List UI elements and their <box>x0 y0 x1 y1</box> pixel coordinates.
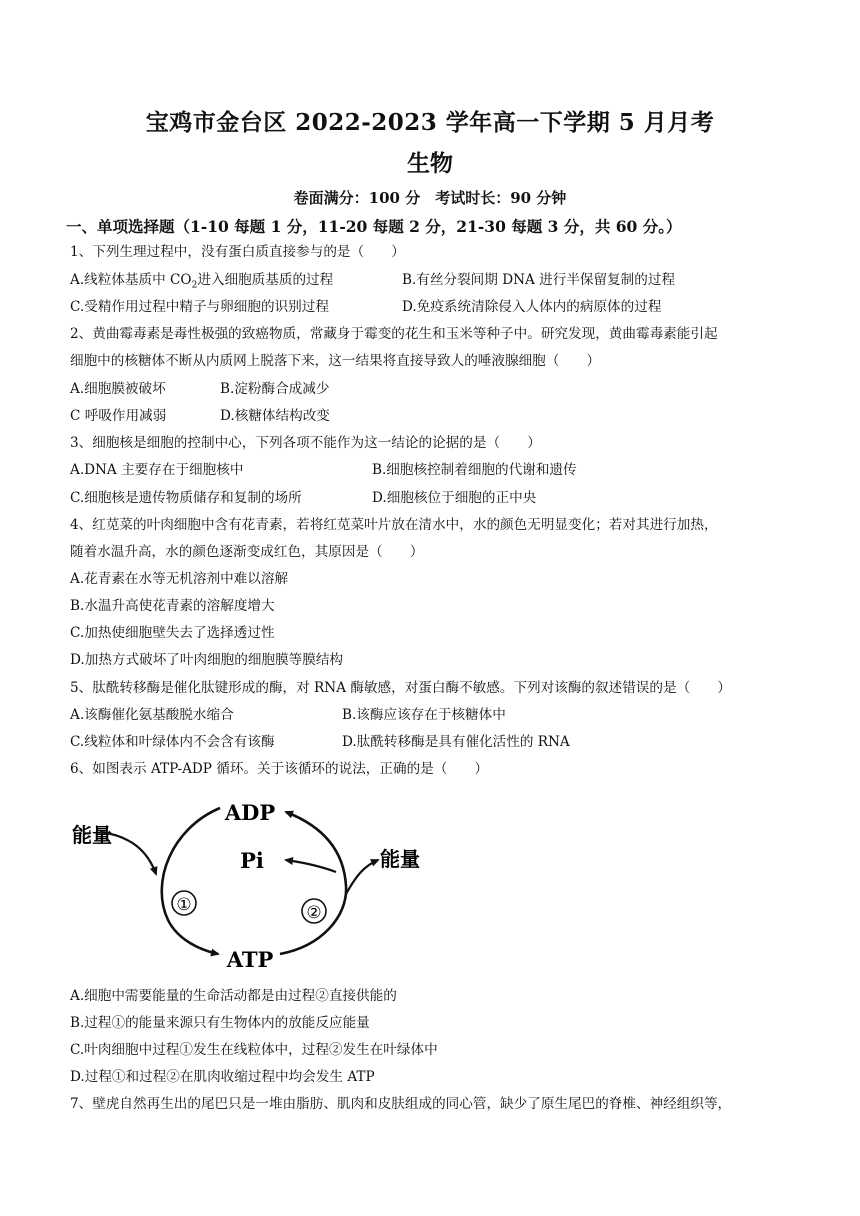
pi-label: Pi <box>240 848 264 873</box>
q1-option-b: B.有丝分裂间期 DNA 进行半保留复制的过程 <box>402 272 676 288</box>
q2-option-a: A.细胞膜被破坏 <box>70 381 166 397</box>
q4-option-a: A.花青素在水等无机溶剂中难以溶解 <box>70 571 289 587</box>
q6-stem: 6、如图表示 ATP-ADP 循环。关于该循环的说法，正确的是（ ） <box>70 761 489 777</box>
q6-option-d: D.过程①和过程②在肌肉收缩过程中均会发生 ATP <box>70 1069 375 1085</box>
q6-option-b: B.过程①的能量来源只有生物体内的放能反应能量 <box>70 1015 370 1031</box>
process-1-label: ① <box>176 895 192 915</box>
q1-option-a: A.线粒体基质中 $CO_2$进入细胞质基质的过程 <box>70 272 334 291</box>
energy-input-label: 能量 <box>72 823 112 847</box>
exam-title: 宝鸡市金台区 2022-2023 学年高一下学期 5 月月考 <box>145 109 715 136</box>
subject-title: 生物 <box>407 150 453 177</box>
q2-stem-line1: 2、黄曲霉毒素是毒性极强的致癌物质，常藏身于霉变的花生和玉米等种子中。研究发现，黄曲霉毒素能引起 <box>70 326 718 342</box>
q5-option-c: C.线粒体和叶绿体内不会含有该酶 <box>70 734 275 750</box>
q4-stem-line1: 4、红苋菜的叶肉细胞中含有花青素，若将红苋菜叶片放在清水中，水的颜色无明显变化；若对其进行加热， <box>70 517 718 533</box>
atp-to-adp-arrow <box>280 812 346 954</box>
atp-adp-cycle-diagram <box>60 790 480 980</box>
section-heading: 一、单项选择题（1-10 每题 1 分，11-20 每题 2 分，21-30 每题 3 分，共 60 分。） <box>66 217 682 236</box>
atp-label: ATP <box>226 947 274 972</box>
exam-info: 卷面满分：100 分 考试时长：90 分钟 <box>293 189 567 207</box>
q4-option-d: D.加热方式破坏了叶肉细胞的细胞膜等膜结构 <box>70 652 344 668</box>
q7-stem: 7、壁虎自然再生出的尾巴只是一堆由脂肪、肌肉和皮肤组成的同心管，缺少了原生尾巴的脊椎、神经组织等， <box>70 1096 732 1112</box>
q3-stem: 3、细胞核是细胞的控制中心，下列各项不能作为这一结论的论据的是（ ） <box>70 435 541 451</box>
process-2-label: ② <box>306 903 322 923</box>
q3-option-d: D.细胞核位于细胞的正中央 <box>372 490 537 506</box>
q4-stem-line2: 随着水温升高，水的颜色逐渐变成红色，其原因是（ ） <box>70 544 424 560</box>
energy-output-label: 能量 <box>380 847 420 871</box>
q6-option-a: A.细胞中需要能量的生命活动都是由过程②直接供能的 <box>70 988 397 1004</box>
q2-option-c: C 呼吸作用减弱 <box>70 408 167 424</box>
q5-stem: 5、肽酰转移酶是催化肽键形成的酶，对 RNA 酶敏感，对蛋白酶不敏感。下列对该酶的叙述错误的是（ ） <box>70 680 731 696</box>
q6-option-c: C.叶肉细胞中过程①发生在线粒体中，过程②发生在叶绿体中 <box>70 1042 438 1058</box>
q4-option-c: C.加热使细胞壁失去了选择透过性 <box>70 625 275 641</box>
q5-option-d: D.肽酰转移酶是具有催化活性的 RNA <box>342 734 570 750</box>
q1-option-c: C.受精作用过程中精子与卵细胞的识别过程 <box>70 299 329 315</box>
to-pi-arrow <box>286 860 336 872</box>
q3-option-a: A.DNA 主要存在于细胞核中 <box>70 462 244 478</box>
q2-option-b: B.淀粉酶合成减少 <box>220 381 330 397</box>
q5-option-b: B.该酶应该存在于核糖体中 <box>342 707 506 723</box>
adp-label: ADP <box>224 800 276 825</box>
energy-out-arrow <box>346 860 378 894</box>
q3-option-c: C.细胞核是遗传物质储存和复制的场所 <box>70 490 302 506</box>
q2-stem-line2: 细胞中的核糖体不断从内质网上脱落下来，这一结果将直接导致人的唾液腺细胞（ ） <box>70 353 601 369</box>
q1-stem: 1、下列生理过程中，没有蛋白质直接参与的是（ ） <box>70 244 405 260</box>
q4-option-b: B.水温升高使花青素的溶解度增大 <box>70 598 275 614</box>
adp-to-atp-arrow <box>162 808 220 954</box>
q5-option-a: A.该酶催化氨基酸脱水缩合 <box>70 707 234 723</box>
q1-option-d: D.免疫系统清除侵入人体内的病原体的过程 <box>402 299 662 315</box>
q2-option-d: D.核糖体结构改变 <box>220 408 330 424</box>
q3-option-b: B.细胞核控制着细胞的代谢和遗传 <box>372 462 577 478</box>
